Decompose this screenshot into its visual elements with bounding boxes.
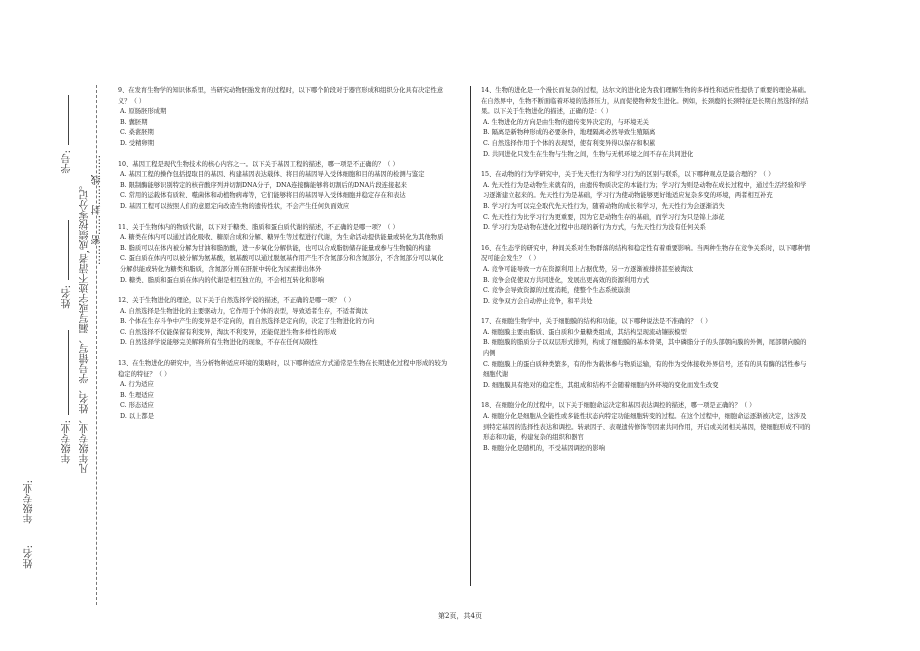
cut-line	[96, 85, 97, 605]
question-option: C. 先天性行为比学习行为更重要，因为它是动物生存的基础，而学习行为只是锦上添花	[483, 213, 725, 221]
seal-line-text: ……密……封……线……	[92, 155, 103, 265]
question-option: D. 基因工程可以按照人们的意愿定向改造生物的遗传性状，不会产生任何负面效应	[120, 202, 350, 210]
column-divider	[470, 86, 471, 586]
question-option: B. 竞争会促使双方共同进化，发展出更高效的资源利用方式	[483, 276, 650, 284]
question-option: D. 自然选择学说能够完美解释所有生物进化的现象，不存在任何局限性	[120, 339, 318, 347]
question-block	[481, 170, 811, 234]
question-stem: 12、关于生物进化的理论，以下关于自然选择学说的描述，不正确的是哪一项？（ ）	[118, 297, 355, 305]
question-option: A. 先天性行为是动物生来就有的，由遗传物质决定的本能行为；学习行为则是动物在成长过程中，通过生活经验和学习逐渐建立起来的。先天性行为是基础，学习行为使动物能够更好地适应复杂多变的环境，两者相互补充	[483, 181, 807, 200]
question-option: D. 以上都是	[120, 413, 155, 421]
name-label-2: 姓名:	[24, 545, 35, 569]
question-option: D. 竞争双方会自动停止竞争，和平共处	[483, 297, 593, 305]
question-block	[481, 86, 811, 160]
question-stem: 11、关于生物体内的物质代谢，以下对于糖类、脂质和蛋白质代谢的描述，不正确的是哪一项？（ ）	[118, 223, 399, 231]
name-label: 姓名:	[62, 285, 73, 309]
grade-major-line	[68, 330, 69, 415]
question-stem: 14、生物的进化是一个漫长而复杂的过程，达尔文的进化论为我们理解生物的多样性和适应性提供了重要的理论基础。在自然界中，生物不断面临着环境的选择压力，从而促使物种发生进化。例如，长颈鹿的长颈特征是长期自然选择的结果。以下关于生物进化的描述，正确的是：（ ）	[481, 87, 811, 116]
question-block	[481, 317, 811, 391]
question-block	[118, 86, 448, 150]
notice-text: 凡年级专业、姓名、学号错写、漏写或字迹不清者,成绩按零分记。	[80, 180, 91, 474]
question-option: B. 学习行为可以完全取代先天性行为，随着动物的成长和学习，先天性行为会逐渐消失	[483, 202, 725, 210]
question-option: D. 学习行为是动物在进化过程中出现的新行为方式，与先天性行为没有任何关系	[483, 224, 706, 232]
question-option: A. 行为适应	[120, 381, 154, 389]
student-id-line	[68, 95, 69, 145]
question-option: A. 基因工程的操作包括提取目的基因、构建基因表达载体、将目的基因导入受体细胞和目的基因的检测与鉴定	[120, 171, 425, 179]
question-option: C. 桑葚胚期	[120, 129, 154, 137]
question-option: D. 共同进化只发生在生物与生物之间，生物与无机环境之间不存在共同进化	[483, 150, 694, 158]
question-option: D. 糖类、脂质和蛋白质在体内的代谢是相互独立的，不会相互转化和影响	[120, 276, 325, 284]
question-option: A. 原肠胚形成期	[120, 108, 167, 116]
question-option: C. 常用的运载体有质粒、噬菌体和动植物病毒等，它们能够将目的基因导入受体细胞并稳定存在和表达	[120, 192, 406, 200]
question-block	[118, 223, 448, 287]
grade-major-label: 年级专业:	[62, 420, 73, 464]
grade-major-label-2: 年级专业:	[24, 480, 35, 524]
question-option: B. 个体在生存斗争中产生的变异是不定向的，而自然选择是定向的，决定了生物进化的方向	[120, 318, 375, 326]
question-option: A. 生物进化的方向是由生物的遗传变异决定的，与环境无关	[483, 118, 649, 126]
question-option: C. 自然选择不仅能保留有利变异，淘汰不利变异，还能促进生物多样性的形成	[120, 328, 337, 336]
question-option: D. 受精卵期	[120, 139, 155, 147]
page-footer: 第2页，共4页	[438, 612, 482, 620]
question-block	[118, 296, 448, 349]
right-column	[481, 86, 811, 464]
question-option: A. 竞争可能导致一方在资源利用上占据优势，另一方逐渐被排挤甚至被淘汰	[483, 265, 694, 273]
question-block	[118, 359, 448, 423]
question-option: A. 自然选择是生物进化的主要驱动力，它作用于个体的表型，导致适者生存，不适者淘汰	[120, 307, 368, 315]
question-option: C. 形态适应	[120, 402, 154, 410]
question-option: B. 脂质可以在体内被分解为甘油和脂肪酸，进一步氧化分解供能，也可以合成脂肪储存能量或参与生物膜的构建	[120, 244, 431, 252]
question-option: C. 竞争会导致资源的过度消耗，使整个生态系统崩溃	[483, 287, 631, 295]
question-stem: 10、基因工程是现代生物技术的核心内容之一。以下关于基因工程的描述，哪一项是不正确的？（ ）	[118, 160, 399, 168]
question-stem: 17、在细胞生物学中，关于细胞膜的结构和功能，以下哪种说法是不准确的？（ ）	[481, 318, 712, 326]
question-option: C. 蛋白质在体内可以被分解为氨基酸，氨基酸可以通过脱氨基作用产生不含氮部分和含氮部分，不含氮部分可以氧化分解供能或转化为糖类和脂质，含氮部分则在肝脏中转化为尿素排出体外	[120, 255, 444, 273]
question-option: B. 生理适应	[120, 391, 154, 399]
question-block	[118, 160, 448, 213]
question-option: C. 细胞膜上的蛋白质种类繁多，有的作为载体参与物质运输，有的作为受体接收外界信号，还有的具有酶的活性参与细胞代谢	[483, 360, 807, 379]
question-stem: 16、在生态学的研究中，种间关系对生物群落的结构和稳定性有着重要影响。当两种生物存在竞争关系时，以下哪种情况可能会发生？（ ）	[481, 244, 811, 263]
question-option: B. 细胞分化是随机的，不受基因调控的影响	[483, 444, 605, 452]
question-option: B. 限制酶能够识别特定的核苷酸序列并切割DNA分子，DNA连接酶能够将切割后的DNA片段连接起来	[120, 181, 407, 189]
name-line	[68, 220, 69, 280]
question-option: A. 细胞膜主要由脂质、蛋白质和少量糖类组成，其结构呈现流动镶嵌模型	[483, 328, 687, 336]
question-stem: 9、在发育生物学的知识体系里，当研究动物胚胎发育的过程时，以下哪个阶段对于器官形成和组织分化具有决定性意义？（ ）	[118, 87, 444, 105]
left-column	[118, 86, 448, 433]
question-option: A. 细胞分化是细胞从全能性或多能性状态向特定功能细胞转变的过程。在这个过程中，细胞命运逐渐被决定，这涉及到特定基因的选择性表达和调控。转录因子、表观遗传修饰等因素共同作用，开启或关闭相关基因，使细胞形成不同的形态和功能，构建复杂的组织和器官	[483, 413, 811, 442]
question-option: B. 细胞膜的脂质分子以双层形式排列，构成了细胞膜的基本骨架，其中磷脂分子的头部朝向膜的外侧，尾部朝向膜的内侧	[483, 339, 807, 358]
question-option: D. 细胞膜具有绝对的稳定性，其组成和结构不会随着细胞内外环境的变化而发生改变	[483, 381, 719, 389]
question-stem: 18、在细胞分化的过程中，以下关于细胞命运决定和基因表达调控的描述，哪一项是正确的？（ ）	[481, 402, 756, 410]
student-id-label: 学号:	[62, 150, 73, 174]
question-option: C. 自然选择作用于个体的表现型，使有利变异得以保存和积累	[483, 139, 656, 147]
question-block	[481, 401, 811, 454]
question-stem: 15、在动物的行为学研究中，关于先天性行为和学习行为的区别与联系，以下哪种观点是最合理的？（ ）	[481, 171, 775, 179]
question-stem: 13、在生物进化的研究中，当分析物种适应环境的策略时，以下哪种适应方式通常是生物在长期进化过程中形成的较为稳定的特征？（ ）	[118, 360, 448, 378]
question-block	[481, 244, 811, 308]
binding-margin	[0, 0, 118, 651]
question-option: B. 隔离是新物种形成的必要条件，地理隔离必然导致生殖隔离	[483, 129, 656, 137]
question-option: B. 囊胚期	[120, 118, 148, 126]
question-option: A. 糖类在体内可以通过消化吸收、糖原合成和分解、糖异生等过程进行代谢，为生命活动提供能量或转化为其他物质	[120, 234, 444, 242]
